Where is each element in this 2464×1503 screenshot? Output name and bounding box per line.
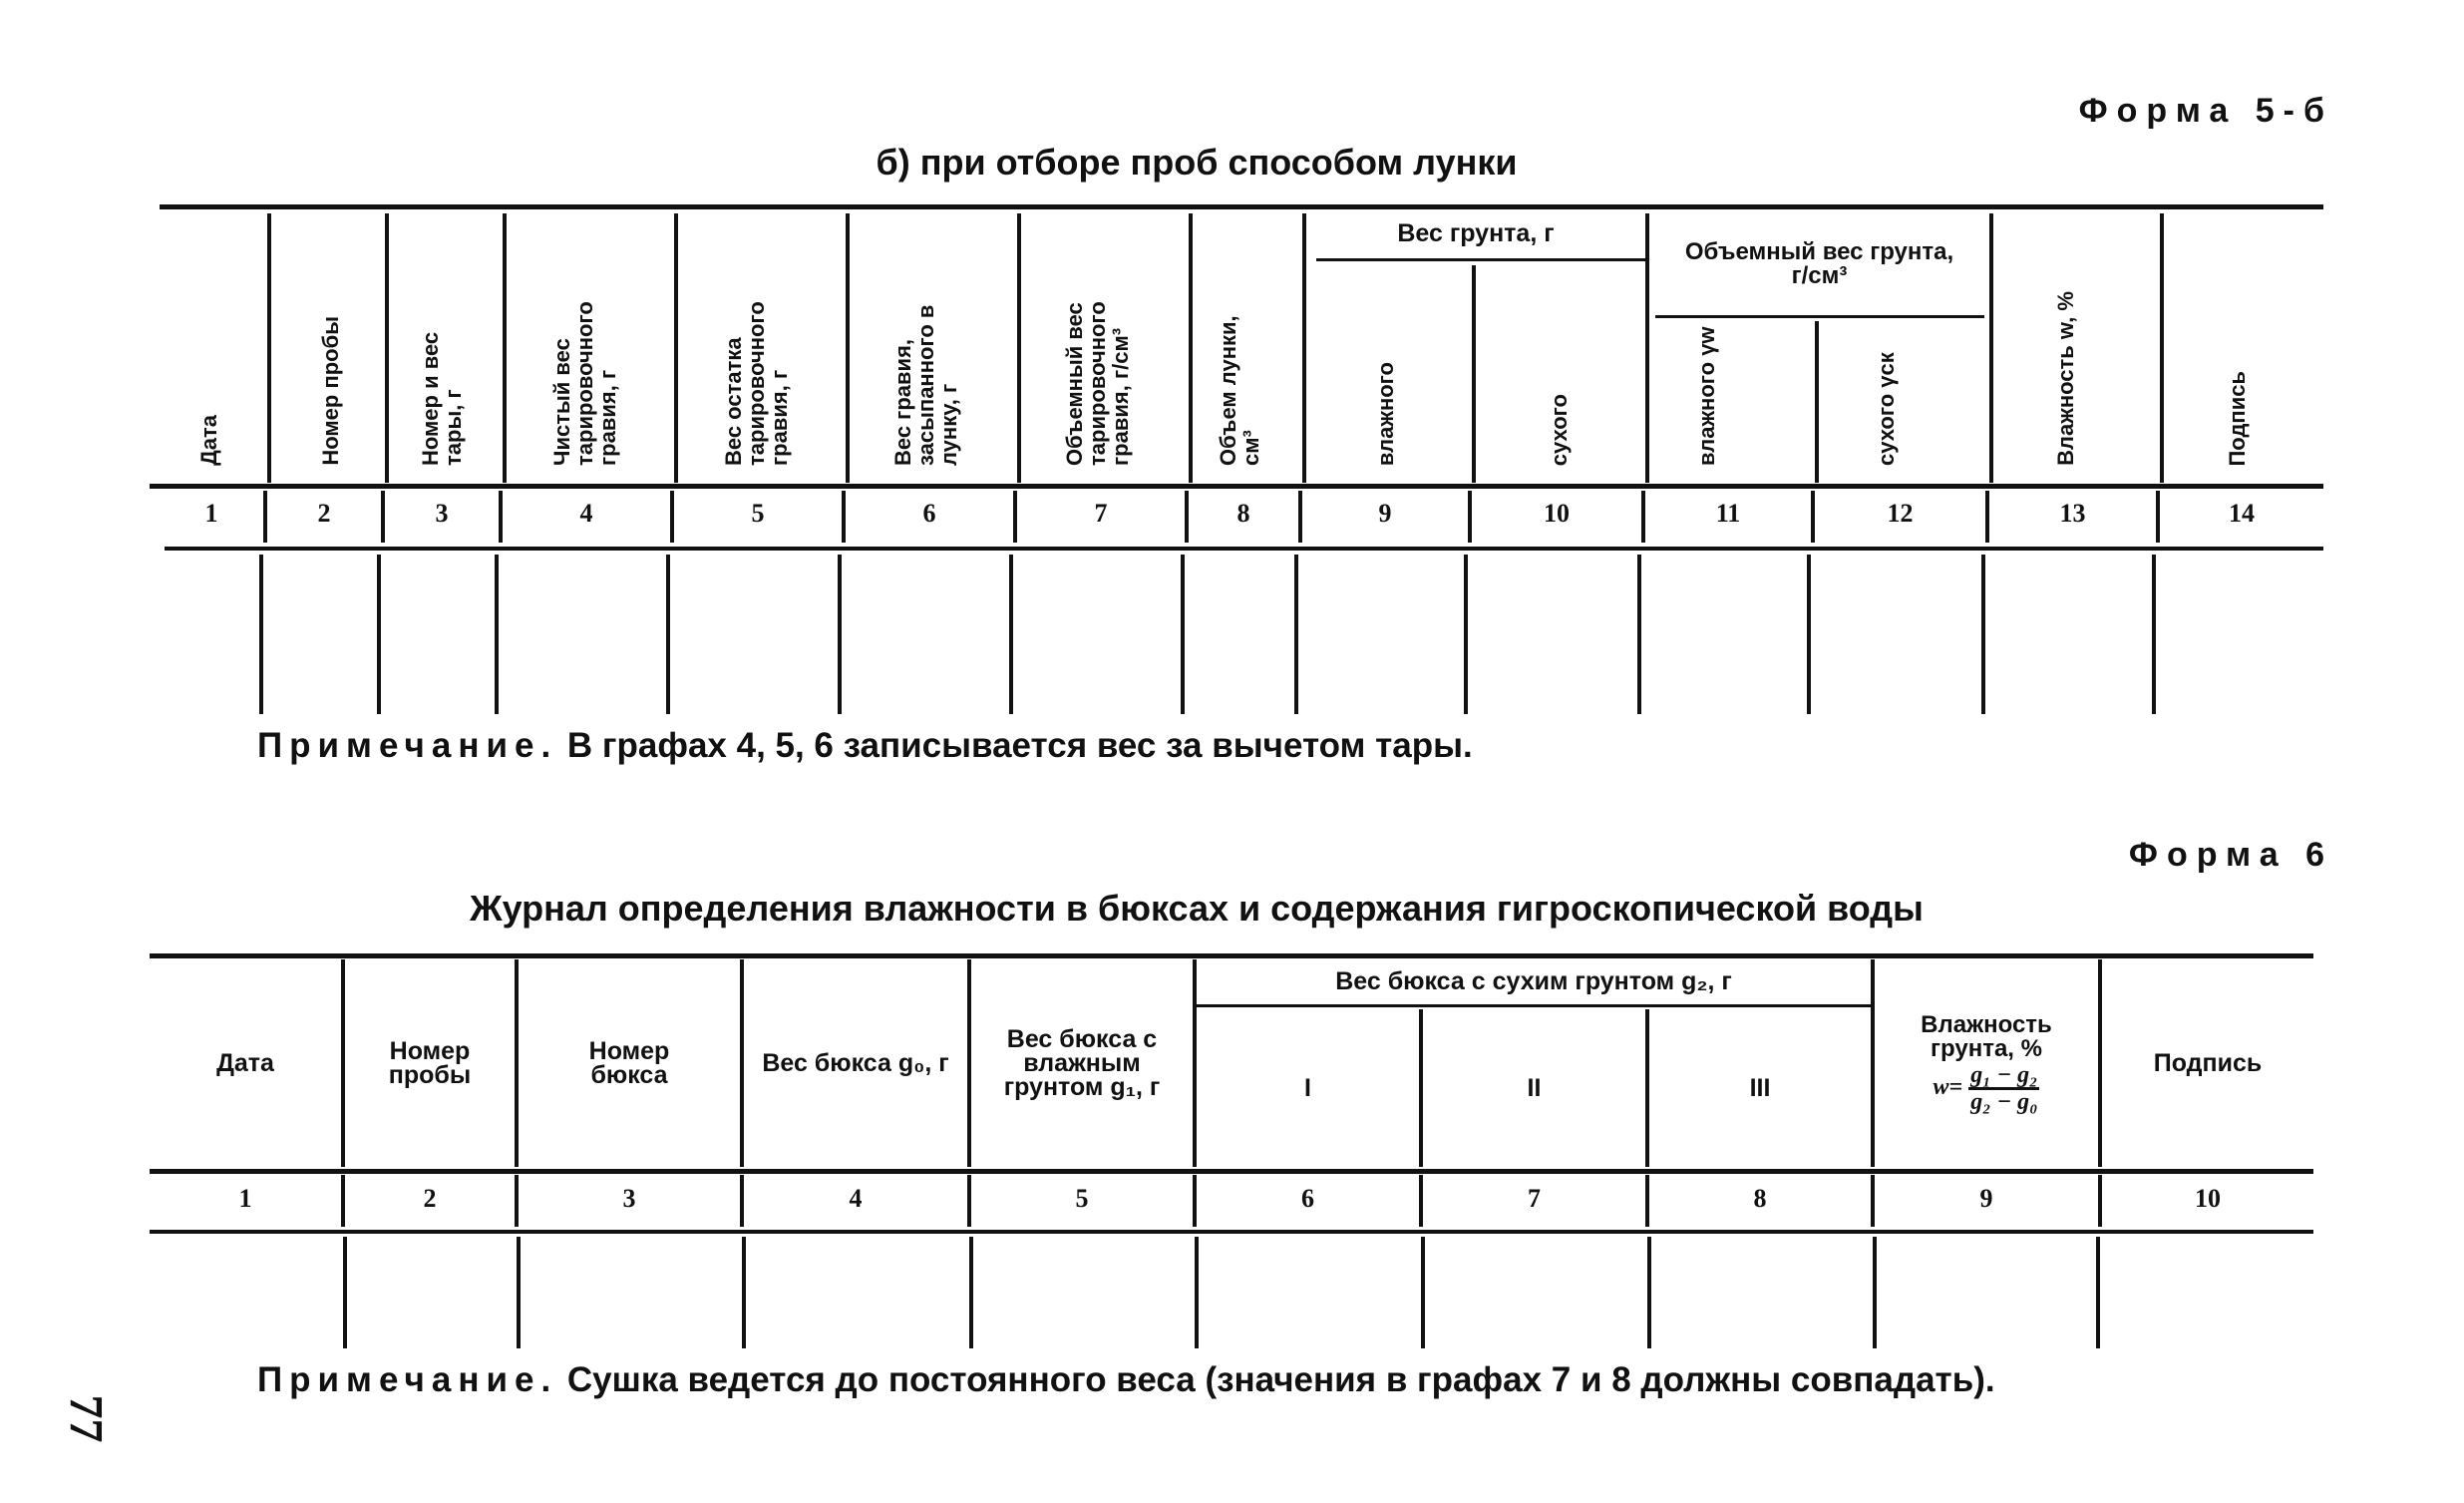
table-title-bottom: Журнал определения влажности в бюксах и содержания гигроскопической воды bbox=[470, 888, 1924, 929]
col-number: 7 bbox=[1528, 1184, 1541, 1213]
moisture-line2: грунта, % bbox=[1931, 1034, 2042, 1062]
header-dry-density: сухого γск bbox=[1874, 352, 1899, 466]
header-signature: Подпись bbox=[2225, 370, 2250, 466]
col-number: 2 bbox=[423, 1184, 437, 1213]
header-moisture: Влажность w, % bbox=[2053, 291, 2078, 466]
col-number: 2 bbox=[317, 499, 331, 528]
header-moisture-formula bbox=[1875, 959, 2098, 1167]
form-label-bottom: Форма 6 bbox=[2128, 836, 2333, 874]
col-number: 9 bbox=[1378, 499, 1392, 528]
header-hole-volume: Объем лунки, см³ bbox=[1216, 315, 1263, 466]
col-number: 14 bbox=[2229, 499, 2255, 528]
col-number: 4 bbox=[849, 1184, 863, 1213]
col-number: 8 bbox=[1236, 499, 1250, 528]
note-text: В графах 4, 5, 6 записывается вес за вычетом тары. bbox=[566, 726, 1473, 765]
header-group-box-dry: Вес бюкса с сухим грунтом g₂, г bbox=[1335, 967, 1732, 995]
col-number: 11 bbox=[1715, 499, 1741, 528]
col-number: 13 bbox=[2059, 499, 2086, 528]
moisture-lhs: w= bbox=[1933, 1073, 1963, 1100]
header-dry-ii: II bbox=[1527, 1074, 1542, 1102]
moisture-line1: Влажность bbox=[1921, 1010, 2052, 1038]
col-number: 10 bbox=[2195, 1184, 2221, 1213]
header-wet-density: влажного γw bbox=[1694, 326, 1719, 466]
col-number: 6 bbox=[922, 499, 936, 528]
note-bottom bbox=[257, 1360, 1995, 1400]
col-number: 8 bbox=[1753, 1184, 1767, 1213]
header-sample-number: Номер пробы bbox=[318, 316, 343, 466]
header-signature: Подпись bbox=[2153, 1049, 2263, 1077]
col-number: 5 bbox=[751, 499, 765, 528]
col-number: 3 bbox=[622, 1184, 636, 1213]
header-wet: влажного bbox=[1373, 361, 1398, 466]
col-number: 1 bbox=[204, 499, 218, 528]
col-number: 4 bbox=[579, 499, 593, 528]
col-number: 5 bbox=[1075, 1184, 1089, 1213]
header-dry-iii: III bbox=[1749, 1074, 1771, 1102]
note-text: Сушка ведется до постоянного веса (значения в графах 7 и 8 должны совпадать). bbox=[566, 1360, 1995, 1399]
header-group-soil-density: Объемный вес грунта, г/см³ bbox=[1684, 238, 1954, 289]
note-top bbox=[257, 726, 1473, 766]
page-number: 77 bbox=[59, 1394, 113, 1443]
header-gravel-in-hole-weight: Вес гравия, засыпанного в лунку, г bbox=[890, 304, 961, 466]
col-number: 6 bbox=[1301, 1184, 1314, 1213]
header-box-weight: Вес бюкса g₀, г bbox=[762, 1049, 949, 1077]
header-dry: сухого bbox=[1547, 393, 1572, 466]
col-number: 3 bbox=[435, 499, 449, 528]
col-number: 10 bbox=[1544, 499, 1570, 528]
col-number: 12 bbox=[1887, 499, 1914, 528]
header-tare: Номер и вес тары, г bbox=[418, 331, 466, 466]
header-date: Дата bbox=[216, 1049, 274, 1077]
moisture-fraction: $\frac{\text{g₁ − g₂}}{\text{g₂ − g₀}}$ bbox=[1970, 1061, 2038, 1115]
note-label: Примечание. bbox=[257, 726, 558, 765]
header-box-number: Номер бюкса bbox=[588, 1037, 670, 1089]
header-remaining-gravel-weight: Вес остатка тарировочного гравия, г bbox=[721, 301, 792, 466]
col-number: 7 bbox=[1094, 499, 1108, 528]
table-title-top: б) при отборе проб способом лунки bbox=[876, 142, 1518, 183]
header-group-soil-weight: Вес грунта, г bbox=[1397, 219, 1555, 247]
col-number: 1 bbox=[238, 1184, 252, 1213]
header-box-wet-weight: Вес бюкса с влажным грунтом g₁, г bbox=[1003, 1025, 1161, 1101]
col-number: 9 bbox=[1979, 1184, 1993, 1213]
note-label: Примечание. bbox=[257, 1360, 558, 1399]
header-date: Дата bbox=[196, 415, 221, 466]
header-clean-gravel-weight: Чистый вес тарировочного гравия, г bbox=[549, 301, 620, 466]
header-sample-number: Номер пробы bbox=[388, 1037, 472, 1089]
form-label-top: Форма 5-б bbox=[2078, 92, 2333, 130]
header-dry-i: I bbox=[1304, 1074, 1311, 1102]
header-gravel-density: Объемный вес тарировочного гравия, г/см³ bbox=[1062, 301, 1133, 466]
